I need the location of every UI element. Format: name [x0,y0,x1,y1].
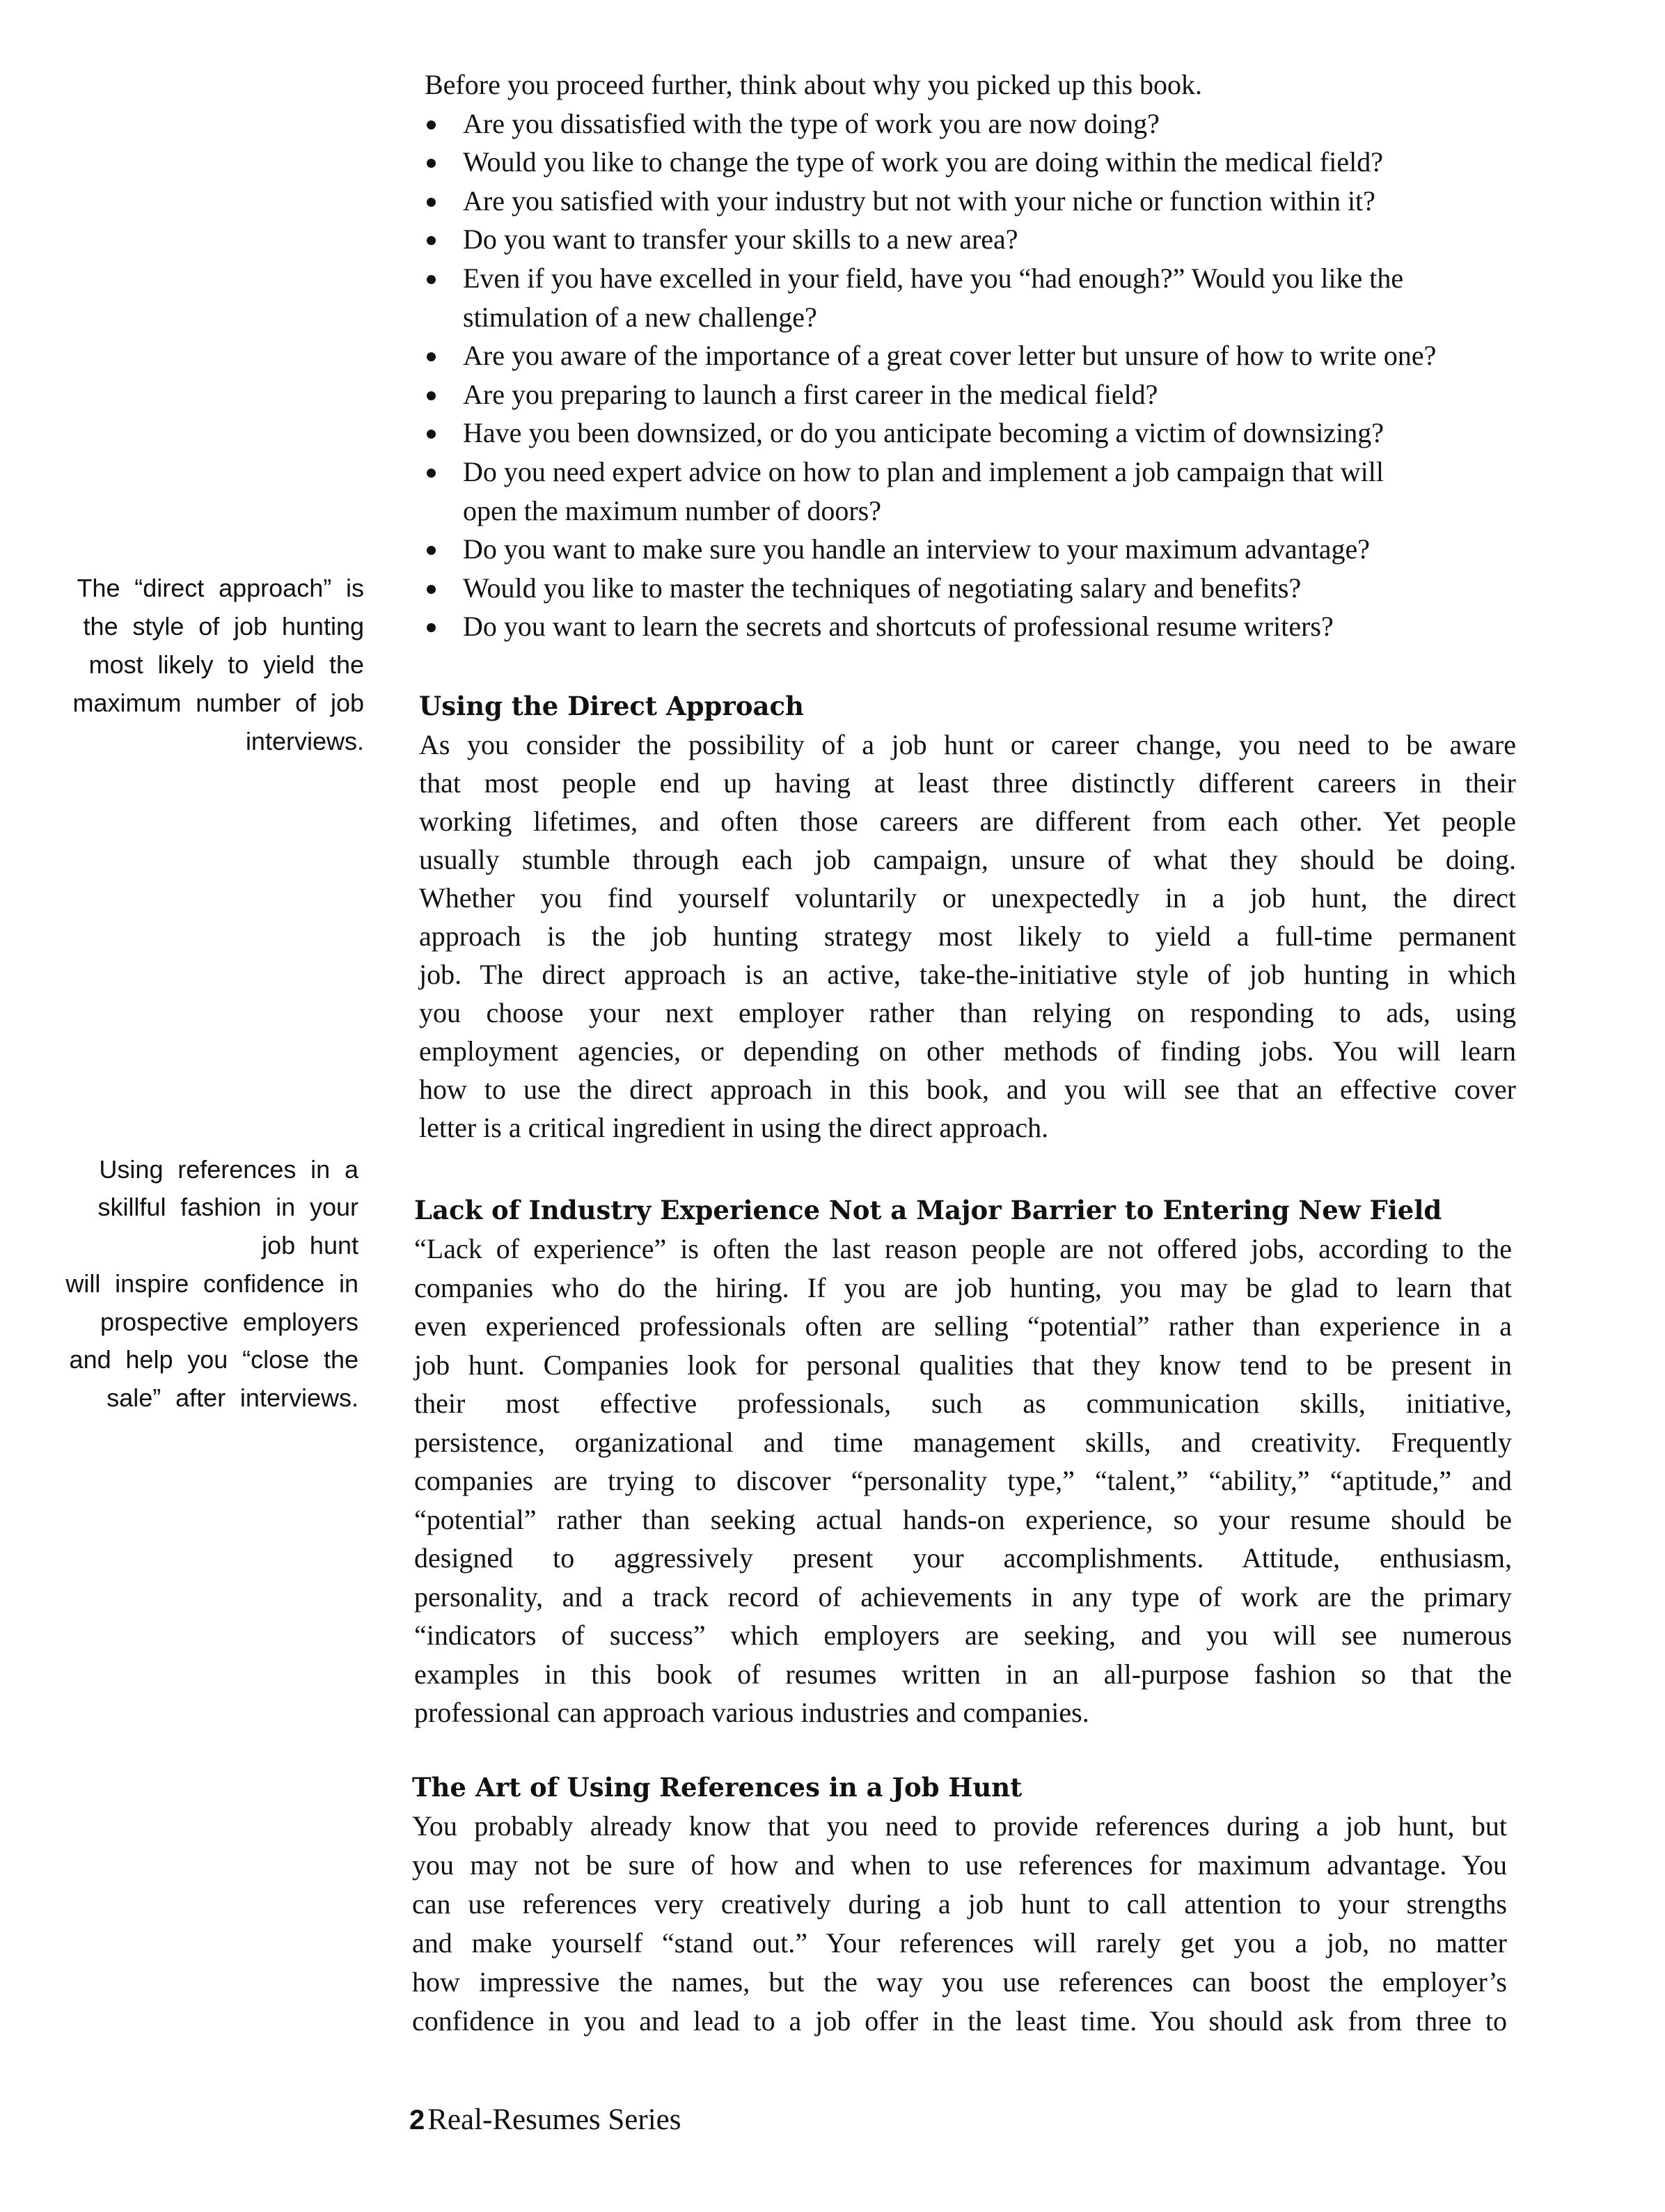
paragraph-line: you may not be sure of how and when to use references for maximum advantage. You [412,1849,1507,1881]
question-item [425,143,1517,182]
question-line: Do you want to transfer your skills to a new area? [463,223,1018,256]
question-line: Have you been downsized, or do you anticipate becoming a victim of downsizing? [463,417,1384,449]
bullet-icon [427,159,436,168]
paragraph-line: their most effective professionals, such as communication skills, initiative, [414,1388,1512,1419]
margin-note-line: skillful fashion in your [97,1193,358,1222]
margin-note-references [28,1151,358,1418]
question-item [425,336,1517,375]
bullet-icon [427,469,436,478]
question-line: Are you satisfied with your industry but not with your niche or function within it? [463,185,1375,217]
paragraph-line: letter is a critical ingredient in using the direct approach. [419,1111,1049,1143]
paragraph-line: “potential” rather than seeking actual hands-on experience, so your resume should be [414,1503,1512,1535]
page-number: 2 [409,2105,425,2135]
bullet-icon [427,120,436,130]
margin-note-line: prospective employers [100,1307,358,1336]
bullet-icon [427,430,436,439]
paragraph-line: professional can approach various industries and companies. [414,1697,1089,1728]
question-item [425,607,1517,646]
bullet-icon [427,391,436,400]
question-item [425,375,1517,414]
paragraph-line: You probably already know that you need to provide references during a job hunt, but [412,1810,1507,1842]
section-heading: Using the Direct Approach [419,690,804,721]
series-title: Real-Resumes Series [427,2103,681,2136]
question-line: Do you want to learn the secrets and shortcuts of professional resume writers? [463,611,1334,643]
section-heading: Lack of Industry Experience Not a Major Barrier to Entering New Field [414,1194,1442,1225]
paragraph-line: can use references very creatively during a job hunt to call attention to your strengths [412,1888,1507,1920]
margin-note-line: interviews. [245,727,364,755]
margin-note-line: maximum number of job [72,689,364,717]
paragraph-line: Whether you find yourself voluntarily or unexpectedly in a job hunt, the direct [419,881,1516,913]
paragraph-line: working lifetimes, and often those careers are different from each other. Yet people [419,805,1516,837]
paragraph-line: you choose your next employer rather than relying on responding to ads, using [419,996,1516,1028]
question-line: Are you dissatisfied with the type of work you are now doing? [463,107,1160,139]
bullet-icon [427,585,436,594]
intro-text: Before you proceed further, think about why you picked up this book. [425,69,1203,100]
paragraph-line: persistence, organizational and time management skills, and creativity. Frequently [414,1426,1512,1458]
question-item [425,182,1517,221]
question-line: open the maximum number of doors? [463,494,881,526]
question-line: Even if you have excelled in your field, have you “had enough?” Would you like the [463,262,1404,294]
question-item [425,414,1517,453]
page-footer [409,2103,1036,2138]
question-line: Do you want to make sure you handle an interview to your maximum advantage? [463,533,1370,565]
question-line: stimulation of a new challenge? [463,301,817,333]
question-item [425,104,1517,143]
question-line: Would you like to master the techniques of negotiating salary and benefits? [463,572,1302,604]
paragraph-line: companies who do the hiring. If you are job hunting, you may be glad to learn that [414,1271,1512,1303]
bullet-icon [427,275,436,284]
paragraph-line: approach is the job hunting strategy most likely to yield a full-time permanent [419,920,1516,952]
question-item [425,259,1517,336]
paragraph-line: job hunt. Companies look for personal qualities that they know tend to be present in [414,1349,1512,1381]
margin-note-line: Using references in a [99,1154,358,1184]
bullet-icon [427,546,436,555]
bullet-icon [427,236,436,245]
section-industry-experience [414,1191,1512,1732]
bullet-icon [427,198,436,207]
paragraph-line: job. The direct approach is an active, take-the-initiative style of job hunting in which [419,958,1516,990]
paragraph-line: and make yourself “stand out.” Your references will rarely get you a job, no matter [412,1927,1507,1959]
margin-note-line: will inspire confidence in [65,1269,358,1298]
paragraph-line: personality, and a track record of achievements in any type of work are the primary [414,1580,1512,1613]
footer-line [409,2103,1036,2138]
margin-note-line: The “direct approach” is [77,574,364,602]
section-direct-approach [419,687,1516,1147]
margin-note-line: and help you “close the [69,1345,358,1374]
question-item [425,530,1517,569]
question-line: Would you like to change the type of work you are doing within the medical field? [463,146,1383,178]
paragraph-line: designed to aggressively present your accomplishments. Attitude, enthusiasm, [414,1542,1512,1574]
paragraph-line: that most people end up having at least three distinctly different careers in their [419,767,1516,799]
paragraph-line: As you consider the possibility of a job hunt or career change, you need to be aware [419,728,1516,760]
section-heading: The Art of Using References in a Job Hunt [412,1772,1023,1803]
paragraph-line: examples in this book of resumes written in an all-purpose fashion so that the [414,1658,1512,1690]
question-line: Are you aware of the importance of a great cover letter but unsure of how to write one? [463,340,1437,372]
question-item [425,569,1517,608]
paragraph-line: “indicators of success” which employers are seeking, and you will see numerous [414,1619,1512,1651]
question-line: Do you need expert advice on how to plan and implement a job campaign that will [463,455,1384,487]
question-line: Are you preparing to launch a first career in the medical field? [463,378,1158,410]
question-item [425,453,1517,530]
paragraph-line: how impressive the names, but the way you use references can boost the employer’s [412,1966,1507,1998]
section-references [412,1768,1507,2041]
bullet-icon [427,352,436,361]
margin-note-line: most likely to yield the [88,650,364,679]
bullet-icon [427,623,436,632]
margin-note-direct-approach [28,569,364,760]
paragraph-line: usually stumble through each job campaign, unsure of what they should be doing. [419,843,1516,875]
paragraph-line: “Lack of experience” is often the last reason people are not offered jobs, according to the [414,1233,1512,1264]
paragraph-line: confidence in you and lead to a job offer in the least time. You should ask from three to [412,2005,1507,2037]
intro-questions [425,65,1517,646]
question-item [425,220,1517,259]
paragraph-line: how to use the direct approach in this book, and you will see that an effective cover [419,1073,1516,1105]
paragraph-line: even experienced professionals often are selling “potential” rather than experience in a [414,1310,1512,1342]
paragraph-line: companies are trying to discover “personality type,” “talent,” “ability,” “aptitude,” and [414,1465,1512,1496]
margin-note-line: the style of job hunting [83,612,364,641]
paragraph-line: employment agencies, or depending on other methods of finding jobs. You will learn [419,1035,1516,1067]
margin-note-line: job hunt [262,1231,358,1260]
margin-note-line: sale” after interviews. [106,1383,358,1413]
